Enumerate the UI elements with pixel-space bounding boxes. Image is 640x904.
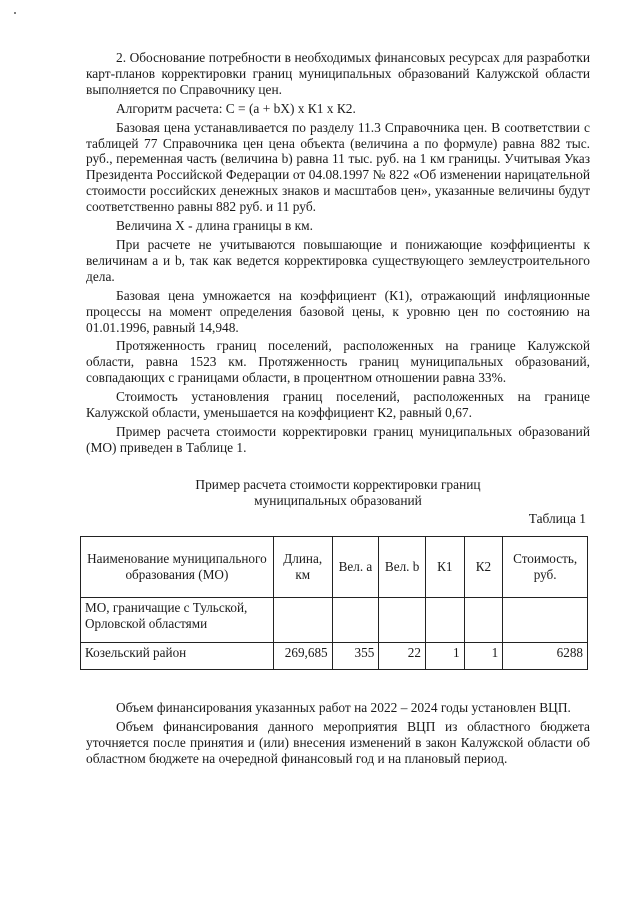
header-length: Длина, км bbox=[273, 537, 332, 598]
cost-table bbox=[80, 536, 588, 670]
paragraph-funding-budget: Объем финансирования данного мероприятия ВЦП из областного бюджета уточняется после принятия и (или) внесения изменений в закон Калужской области об областном бюджете на очередной финансовый год и на плановый период. bbox=[86, 718, 590, 766]
table-row bbox=[81, 643, 588, 670]
paragraph-k2: Стоимость установления границ поселений, расположенных на границе Калужской области, уменьшается на коэффициент К2, равный 0,67. bbox=[86, 389, 590, 421]
cell-value-a: 355 bbox=[332, 643, 379, 670]
cell-mo-name: МО, граничащие с Тульской, Орловской областями bbox=[81, 598, 274, 643]
header-mo-name: Наименование муниципального образования (МО) bbox=[81, 537, 274, 598]
header-k1: К1 bbox=[425, 537, 464, 598]
table-row bbox=[81, 598, 588, 643]
table-caption-line-1: Пример расчета стоимости корректировки границ bbox=[195, 477, 481, 492]
cell-length bbox=[273, 598, 332, 643]
closing-text bbox=[86, 700, 590, 770]
table-number: Таблица 1 bbox=[528, 511, 586, 526]
header-value-b: Вел. b bbox=[379, 537, 426, 598]
header-k2: К2 bbox=[464, 537, 503, 598]
cell-k1 bbox=[425, 598, 464, 643]
paragraph-coefficients: При расчете не учитываются повышающие и понижающие коэффициенты к величинам а и b, так как ведется корректировка существующего землеустроительного дела. bbox=[86, 236, 590, 284]
paragraph-financial-justification: 2. Обоснование потребности в необходимых финансовых ресурсах для разработки карт-планов корректировки границ муниципальных образований Калужской области выполняется по Справочнику цен. bbox=[86, 50, 590, 97]
cell-mo-name: Козельский район bbox=[81, 643, 274, 670]
paragraph-example-ref: Пример расчета стоимости корректировки границ муниципальных образований (МО) приведен в Таблице 1. bbox=[86, 423, 590, 455]
header-value-a: Вел. а bbox=[332, 537, 379, 598]
cell-k1: 1 bbox=[425, 643, 464, 670]
cell-value-b bbox=[379, 598, 426, 643]
table-header-row bbox=[81, 537, 588, 598]
paragraph-border-length: Протяженность границ поселений, расположенных на границе Калужской области, равна 1523 км. Протяженность границ муниципальных образований, совпадающих с границами области, в процентном отношении равна 33%. bbox=[86, 338, 590, 386]
table-caption bbox=[86, 477, 590, 509]
paragraph-k1: Базовая цена умножается на коэффициент (К1), отражающий инфляционные процессы на момент определения базовой цены, к уровню цен по состоянию на 01.01.1996, равный 14,948. bbox=[86, 287, 590, 335]
paragraph-funding-period: Объем финансирования указанных работ на 2022 – 2024 годы установлен ВЦП. bbox=[116, 700, 571, 715]
scan-speck bbox=[14, 12, 16, 14]
header-cost: Стоимость, руб. bbox=[503, 537, 588, 598]
table-caption-line-2: муниципальных образований bbox=[254, 493, 422, 508]
cell-k2 bbox=[464, 598, 503, 643]
cell-length: 269,685 bbox=[273, 643, 332, 670]
cell-k2: 1 bbox=[464, 643, 503, 670]
paragraph-variable-x: Величина Х - длина границы в км. bbox=[116, 218, 313, 234]
paragraph-base-price: Базовая цена устанавливается по разделу 11.3 Справочника цен. В соответствии с таблицей 77 Справочника цен цена объекта (величина а по формуле) равна 882 тыс. руб., переменная часть (величина b) равна 11 тыс. руб. на 1 км границы. Учитывая Указ Президента Российской Федерации от 04.08.1997 № 822 «Об изменении нарицательной стоимости российских денежных знаков и масштабов цен», указанные величины будут соответственно равны 882 руб. и 11 руб. bbox=[86, 119, 590, 215]
cell-cost bbox=[503, 598, 588, 643]
cell-value-b: 22 bbox=[379, 643, 426, 670]
cell-cost: 6288 bbox=[503, 643, 588, 670]
document-body bbox=[86, 50, 590, 459]
cell-value-a bbox=[332, 598, 379, 643]
paragraph-algorithm: Алгоритм расчета: С = (а + bХ) х К1 х К2. bbox=[116, 100, 356, 116]
